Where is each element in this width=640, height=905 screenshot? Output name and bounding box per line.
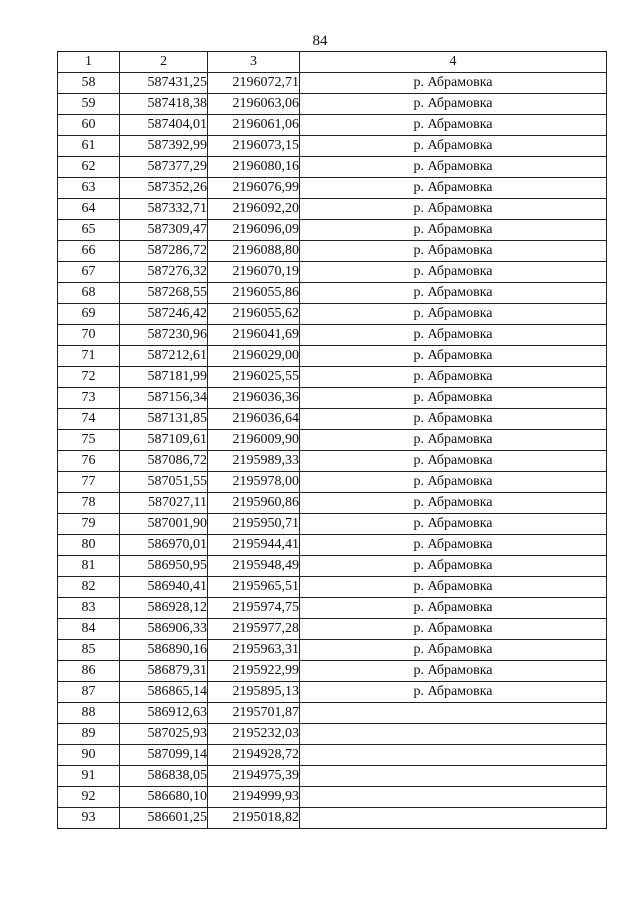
- y-coordinate-cell: 2195232,03: [208, 724, 300, 745]
- description-cell: р. Абрамовка: [300, 430, 607, 451]
- table-row: [58, 787, 607, 808]
- description-cell: р. Абрамовка: [300, 472, 607, 493]
- description-cell: [300, 766, 607, 787]
- x-coordinate-cell: 587431,25: [120, 73, 208, 94]
- y-coordinate-cell: 2195960,86: [208, 493, 300, 514]
- y-coordinate-cell: 2196009,90: [208, 430, 300, 451]
- point-number-cell: 64: [58, 199, 120, 220]
- description-cell: р. Абрамовка: [300, 157, 607, 178]
- x-coordinate-cell: 587099,14: [120, 745, 208, 766]
- x-coordinate-cell: 587268,55: [120, 283, 208, 304]
- table-row: [58, 115, 607, 136]
- y-coordinate-cell: 2196073,15: [208, 136, 300, 157]
- page-number: 84: [312, 33, 328, 49]
- point-number-cell: 74: [58, 409, 120, 430]
- description-cell: р. Абрамовка: [300, 514, 607, 535]
- y-coordinate-cell: 2195018,82: [208, 808, 300, 829]
- y-coordinate-cell: 2194975,39: [208, 766, 300, 787]
- x-coordinate-cell: 587332,71: [120, 199, 208, 220]
- table-row: [58, 682, 607, 703]
- description-cell: р. Абрамовка: [300, 115, 607, 136]
- x-coordinate-cell: 586970,01: [120, 535, 208, 556]
- x-coordinate-cell: 586879,31: [120, 661, 208, 682]
- description-cell: [300, 724, 607, 745]
- description-cell: р. Абрамовка: [300, 619, 607, 640]
- y-coordinate-cell: 2195948,49: [208, 556, 300, 577]
- description-cell: р. Абрамовка: [300, 367, 607, 388]
- y-coordinate-cell: 2196029,00: [208, 346, 300, 367]
- description-cell: [300, 787, 607, 808]
- description-cell: р. Абрамовка: [300, 493, 607, 514]
- table-row: [58, 661, 607, 682]
- description-cell: р. Абрамовка: [300, 556, 607, 577]
- y-coordinate-cell: 2195944,41: [208, 535, 300, 556]
- x-coordinate-cell: 587181,99: [120, 367, 208, 388]
- x-coordinate-cell: 587276,32: [120, 262, 208, 283]
- description-cell: р. Абрамовка: [300, 262, 607, 283]
- point-number-cell: 87: [58, 682, 120, 703]
- table-row: [58, 304, 607, 325]
- point-number-cell: 60: [58, 115, 120, 136]
- x-coordinate-cell: 586940,41: [120, 577, 208, 598]
- point-number-cell: 66: [58, 241, 120, 262]
- point-number-cell: 81: [58, 556, 120, 577]
- y-coordinate-cell: 2195895,13: [208, 682, 300, 703]
- x-coordinate-cell: 586950,95: [120, 556, 208, 577]
- y-coordinate-cell: 2196041,69: [208, 325, 300, 346]
- table-row: [58, 535, 607, 556]
- description-cell: р. Абрамовка: [300, 220, 607, 241]
- point-number-cell: 93: [58, 808, 120, 829]
- x-coordinate-cell: 586912,63: [120, 703, 208, 724]
- description-cell: р. Абрамовка: [300, 451, 607, 472]
- description-cell: р. Абрамовка: [300, 535, 607, 556]
- description-cell: р. Абрамовка: [300, 388, 607, 409]
- y-coordinate-cell: 2195950,71: [208, 514, 300, 535]
- table-row: [58, 262, 607, 283]
- y-coordinate-cell: 2195977,28: [208, 619, 300, 640]
- x-coordinate-cell: 587377,29: [120, 157, 208, 178]
- y-coordinate-cell: 2196096,09: [208, 220, 300, 241]
- table-row: [58, 136, 607, 157]
- point-number-cell: 92: [58, 787, 120, 808]
- column-header: 4: [300, 52, 607, 73]
- table-row: [58, 220, 607, 241]
- column-header: 1: [58, 52, 120, 73]
- point-number-cell: 78: [58, 493, 120, 514]
- x-coordinate-cell: 587352,26: [120, 178, 208, 199]
- y-coordinate-cell: 2195922,99: [208, 661, 300, 682]
- y-coordinate-cell: 2195701,87: [208, 703, 300, 724]
- table-row: [58, 808, 607, 829]
- table-row: [58, 388, 607, 409]
- table-row: [58, 451, 607, 472]
- table-body: [58, 73, 607, 829]
- table-row: [58, 724, 607, 745]
- x-coordinate-cell: 586928,12: [120, 598, 208, 619]
- point-number-cell: 86: [58, 661, 120, 682]
- y-coordinate-cell: 2196088,80: [208, 241, 300, 262]
- x-coordinate-cell: 587404,01: [120, 115, 208, 136]
- table-row: [58, 577, 607, 598]
- table-row: [58, 430, 607, 451]
- point-number-cell: 79: [58, 514, 120, 535]
- x-coordinate-cell: 587131,85: [120, 409, 208, 430]
- table-row: [58, 703, 607, 724]
- y-coordinate-cell: 2195989,33: [208, 451, 300, 472]
- y-coordinate-cell: 2196036,64: [208, 409, 300, 430]
- point-number-cell: 76: [58, 451, 120, 472]
- x-coordinate-cell: 587109,61: [120, 430, 208, 451]
- y-coordinate-cell: 2196063,06: [208, 94, 300, 115]
- point-number-cell: 91: [58, 766, 120, 787]
- table-row: [58, 94, 607, 115]
- x-coordinate-cell: 587286,72: [120, 241, 208, 262]
- description-cell: р. Абрамовка: [300, 199, 607, 220]
- x-coordinate-cell: 586601,25: [120, 808, 208, 829]
- table-row: [58, 178, 607, 199]
- point-number-cell: 65: [58, 220, 120, 241]
- x-coordinate-cell: 586865,14: [120, 682, 208, 703]
- table-row: [58, 346, 607, 367]
- table-row: [58, 640, 607, 661]
- point-number-cell: 84: [58, 619, 120, 640]
- point-number-cell: 61: [58, 136, 120, 157]
- point-number-cell: 69: [58, 304, 120, 325]
- x-coordinate-cell: 587027,11: [120, 493, 208, 514]
- point-number-cell: 67: [58, 262, 120, 283]
- x-coordinate-cell: 587156,34: [120, 388, 208, 409]
- point-number-cell: 68: [58, 283, 120, 304]
- y-coordinate-cell: 2196055,62: [208, 304, 300, 325]
- table-row: [58, 493, 607, 514]
- description-cell: р. Абрамовка: [300, 325, 607, 346]
- y-coordinate-cell: 2196070,19: [208, 262, 300, 283]
- table-row: [58, 514, 607, 535]
- x-coordinate-cell: 587001,90: [120, 514, 208, 535]
- x-coordinate-cell: 587309,47: [120, 220, 208, 241]
- point-number-cell: 59: [58, 94, 120, 115]
- description-cell: р. Абрамовка: [300, 346, 607, 367]
- point-number-cell: 85: [58, 640, 120, 661]
- x-coordinate-cell: 586838,05: [120, 766, 208, 787]
- x-coordinate-cell: 587418,38: [120, 94, 208, 115]
- table-row: [58, 598, 607, 619]
- table-row: [58, 283, 607, 304]
- y-coordinate-cell: 2194928,72: [208, 745, 300, 766]
- description-cell: р. Абрамовка: [300, 640, 607, 661]
- point-number-cell: 72: [58, 367, 120, 388]
- x-coordinate-cell: 587086,72: [120, 451, 208, 472]
- y-coordinate-cell: 2196092,20: [208, 199, 300, 220]
- column-header: 3: [208, 52, 300, 73]
- x-coordinate-cell: 586890,16: [120, 640, 208, 661]
- description-cell: р. Абрамовка: [300, 409, 607, 430]
- x-coordinate-cell: 586680,10: [120, 787, 208, 808]
- point-number-cell: 90: [58, 745, 120, 766]
- point-number-cell: 70: [58, 325, 120, 346]
- point-number-cell: 88: [58, 703, 120, 724]
- point-number-cell: 58: [58, 73, 120, 94]
- description-cell: р. Абрамовка: [300, 598, 607, 619]
- x-coordinate-cell: 587246,42: [120, 304, 208, 325]
- y-coordinate-cell: 2196080,16: [208, 157, 300, 178]
- y-coordinate-cell: 2196076,99: [208, 178, 300, 199]
- y-coordinate-cell: 2196025,55: [208, 367, 300, 388]
- table-row: [58, 745, 607, 766]
- description-cell: р. Абрамовка: [300, 178, 607, 199]
- y-coordinate-cell: 2196072,71: [208, 73, 300, 94]
- table-row: [58, 409, 607, 430]
- table-row: [58, 241, 607, 262]
- point-number-cell: 77: [58, 472, 120, 493]
- description-cell: р. Абрамовка: [300, 73, 607, 94]
- table-row: [58, 619, 607, 640]
- point-number-cell: 75: [58, 430, 120, 451]
- point-number-cell: 71: [58, 346, 120, 367]
- description-cell: р. Абрамовка: [300, 94, 607, 115]
- table-row: [58, 325, 607, 346]
- table-row: [58, 157, 607, 178]
- point-number-cell: 73: [58, 388, 120, 409]
- x-coordinate-cell: 587051,55: [120, 472, 208, 493]
- x-coordinate-cell: 587392,99: [120, 136, 208, 157]
- y-coordinate-cell: 2195978,00: [208, 472, 300, 493]
- point-number-cell: 83: [58, 598, 120, 619]
- y-coordinate-cell: 2196036,36: [208, 388, 300, 409]
- description-cell: р. Абрамовка: [300, 577, 607, 598]
- x-coordinate-cell: 587230,96: [120, 325, 208, 346]
- description-cell: [300, 745, 607, 766]
- point-number-cell: 63: [58, 178, 120, 199]
- y-coordinate-cell: 2196061,06: [208, 115, 300, 136]
- coordinates-table: [57, 51, 607, 829]
- point-number-cell: 82: [58, 577, 120, 598]
- x-coordinate-cell: 586906,33: [120, 619, 208, 640]
- y-coordinate-cell: 2195974,75: [208, 598, 300, 619]
- description-cell: р. Абрамовка: [300, 283, 607, 304]
- description-cell: [300, 808, 607, 829]
- y-coordinate-cell: 2195965,51: [208, 577, 300, 598]
- y-coordinate-cell: 2196055,86: [208, 283, 300, 304]
- table-row: [58, 556, 607, 577]
- description-cell: р. Абрамовка: [300, 682, 607, 703]
- table-header-row: [58, 52, 607, 73]
- point-number-cell: 62: [58, 157, 120, 178]
- description-cell: р. Абрамовка: [300, 241, 607, 262]
- x-coordinate-cell: 587212,61: [120, 346, 208, 367]
- description-cell: р. Абрамовка: [300, 304, 607, 325]
- point-number-cell: 80: [58, 535, 120, 556]
- description-cell: р. Абрамовка: [300, 661, 607, 682]
- y-coordinate-cell: 2195963,31: [208, 640, 300, 661]
- description-cell: р. Абрамовка: [300, 136, 607, 157]
- y-coordinate-cell: 2194999,93: [208, 787, 300, 808]
- table-row: [58, 367, 607, 388]
- table-row: [58, 199, 607, 220]
- table-row: [58, 73, 607, 94]
- table-row: [58, 766, 607, 787]
- table-row: [58, 472, 607, 493]
- column-header: 2: [120, 52, 208, 73]
- point-number-cell: 89: [58, 724, 120, 745]
- description-cell: [300, 703, 607, 724]
- x-coordinate-cell: 587025,93: [120, 724, 208, 745]
